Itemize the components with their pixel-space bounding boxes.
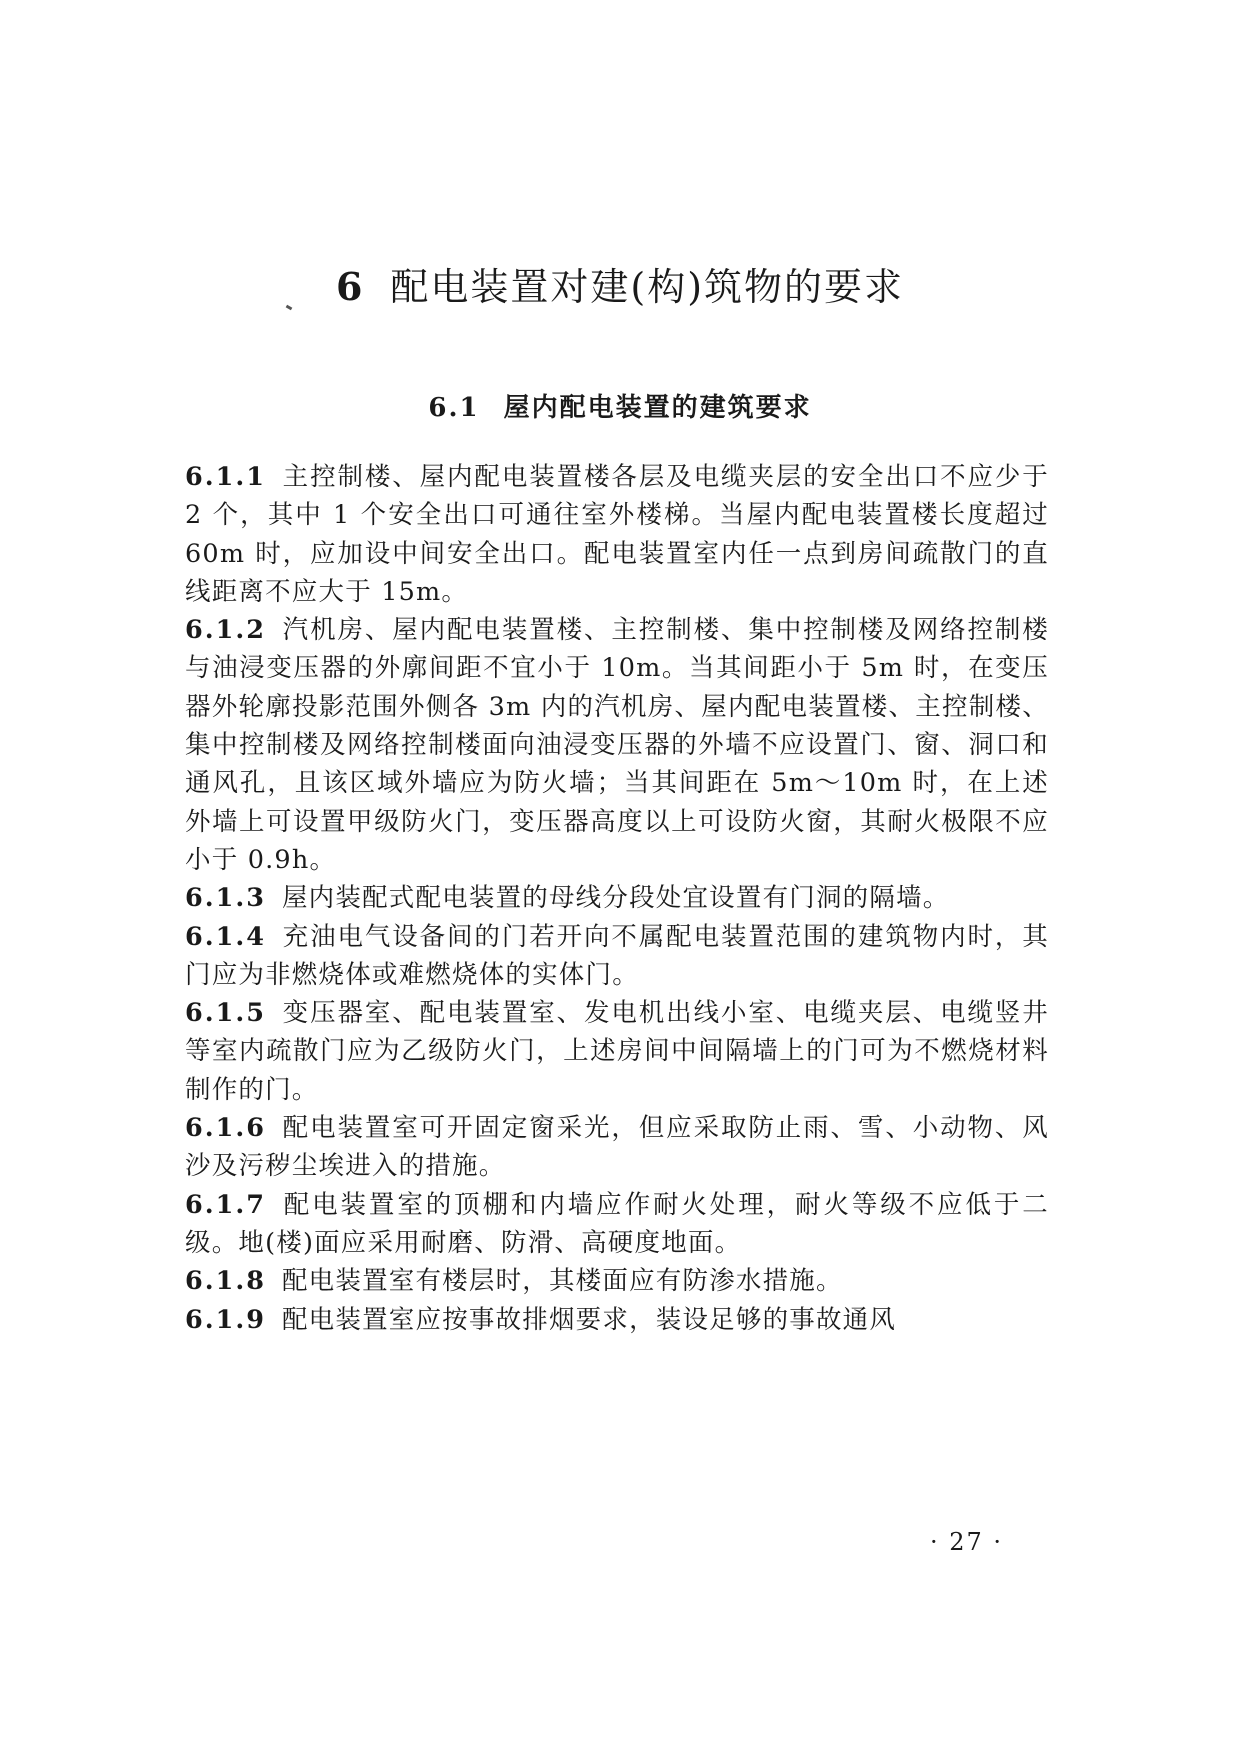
clause-6-1-4 (185, 918, 1049, 995)
clause-text: 变压器室、配电装置室、发电机出线小室、电缆夹层、电缆竖井等室内疏散门应为乙级防火门，上述房间中间隔墙上的门可为不燃烧材料制作的门。 (185, 998, 1049, 1105)
clause-6-1-7 (185, 1186, 1049, 1263)
clause-6-1-6 (185, 1109, 1049, 1186)
chapter-title-text: 配电装置对建(构)筑物的要求 (390, 265, 905, 309)
clause-text: 配电装置室有楼层时，其楼面应有防渗水措施。 (281, 1266, 843, 1297)
clause-number: 6.1.2 (185, 615, 266, 646)
clause-text: 配电装置室可开固定窗采光，但应采取防止雨、雪、小动物、风沙及污秽尘埃进入的措施。 (185, 1113, 1049, 1182)
section-title-text: 屋内配电装置的建筑要求 (503, 393, 812, 423)
clause-6-1-5 (185, 994, 1049, 1109)
section-number: 6.1 (428, 393, 480, 423)
clause-6-1-1 (185, 458, 1049, 611)
clause-number: 6.1.1 (185, 462, 266, 492)
clause-6-1-8 (185, 1262, 1049, 1300)
clause-number: 6.1.3 (185, 883, 266, 914)
clause-list (185, 458, 1049, 1339)
clause-text: 屋内装配式配电装置的母线分段处宜设置有门洞的隔墙。 (281, 883, 950, 914)
clause-text: 配电装置室应按事故排烟要求，装设足够的事故通风 (281, 1304, 897, 1335)
section-title (0, 390, 1240, 426)
clause-number: 6.1.6 (185, 1113, 266, 1144)
clause-number: 6.1.8 (185, 1266, 266, 1297)
page-number: · 27 · (930, 1528, 1004, 1556)
clause-number: 6.1.5 (185, 998, 266, 1029)
clause-number: 6.1.7 (185, 1189, 266, 1220)
clause-text: 配电装置室的顶棚和内墙应作耐火处理，耐火等级不应低于二级。地(楼)面应采用耐磨、防滑、高硬度地面。 (185, 1189, 1049, 1258)
chapter-number: 6 (335, 264, 365, 309)
clause-6-1-2 (185, 611, 1049, 879)
clause-number: 6.1.9 (185, 1304, 266, 1335)
clause-number: 6.1.4 (185, 921, 266, 952)
clause-6-1-3 (185, 879, 1049, 917)
clause-text: 充油电气设备间的门若开向不属配电装置范围的建筑物内时，其门应为非燃烧体或难燃烧体的实体门。 (185, 921, 1049, 990)
clause-text: 主控制楼、屋内配电装置楼各层及电缆夹层的安全出口不应少于 2 个，其中 1 个安全出口可通往室外楼梯。当屋内配电装置楼长度超过 60m 时，应加设中间安全出口。配电装置室内任一点到房间疏散门的直线距离不应大于 15m。 (185, 462, 1049, 607)
clause-6-1-9 (185, 1301, 1049, 1339)
chapter-title (0, 262, 1240, 312)
clause-text: 汽机房、屋内配电装置楼、主控制楼、集中控制楼及网络控制楼与油浸变压器的外廓间距不宜小于 10m。当其间距小于 5m 时，在变压器外轮廓投影范围外侧各 3m 内的汽机房、屋内配电装置楼、主控制楼、集中控制楼及网络控制楼面向油浸变压器的外墙不应设置门、窗、洞口和通风孔，且该区域外墙应为防火墙；当其间距在 5m～10m 时，在上述外墙上可设置甲级防火门，变压器高度以上可设防火窗，其耐火极限不应小于 0.9h。 (185, 615, 1049, 875)
